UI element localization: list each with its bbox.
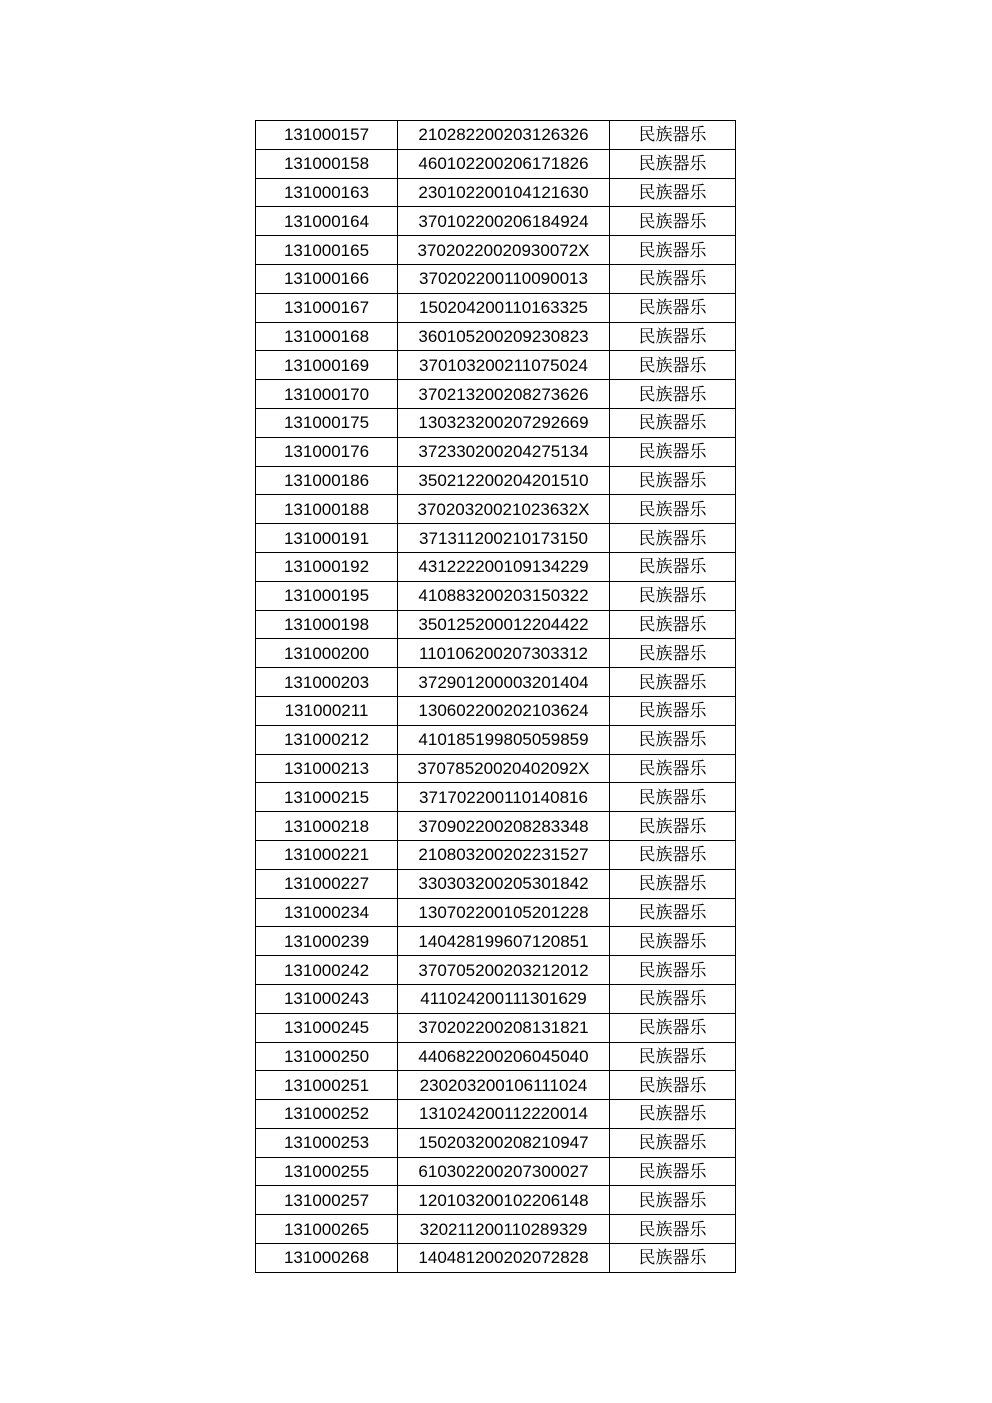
table-row	[256, 437, 736, 466]
exam-number-cell: 131000213	[256, 754, 398, 783]
id-number-cell: 370213200208273626	[398, 380, 610, 409]
category-cell: 民族器乐	[610, 351, 736, 380]
table-row	[256, 754, 736, 783]
category-cell: 民族器乐	[610, 927, 736, 956]
category-cell: 民族器乐	[610, 178, 736, 207]
table-row	[256, 1013, 736, 1042]
table-row	[256, 178, 736, 207]
exam-number-cell: 131000192	[256, 552, 398, 581]
table-row	[256, 236, 736, 265]
exam-number-cell: 131000163	[256, 178, 398, 207]
exam-number-cell: 131000169	[256, 351, 398, 380]
category-cell: 民族器乐	[610, 696, 736, 725]
table-row	[256, 1186, 736, 1215]
id-number-cell: 372901200003201404	[398, 668, 610, 697]
category-cell: 民族器乐	[610, 956, 736, 985]
exam-number-cell: 131000203	[256, 668, 398, 697]
id-number-cell: 610302200207300027	[398, 1157, 610, 1186]
category-cell: 民族器乐	[610, 1071, 736, 1100]
exam-number-cell: 131000253	[256, 1128, 398, 1157]
id-number-cell: 140481200202072828	[398, 1244, 610, 1273]
id-number-cell: 230203200106111024	[398, 1071, 610, 1100]
category-cell: 民族器乐	[610, 524, 736, 553]
id-number-cell: 410185199805059859	[398, 725, 610, 754]
table-row	[256, 495, 736, 524]
id-number-cell: 150203200208210947	[398, 1128, 610, 1157]
table-row	[256, 1100, 736, 1129]
table-row	[256, 812, 736, 841]
table-row	[256, 466, 736, 495]
id-number-cell: 130323200207292669	[398, 408, 610, 437]
category-cell: 民族器乐	[610, 869, 736, 898]
exam-number-cell: 131000198	[256, 610, 398, 639]
category-cell: 民族器乐	[610, 236, 736, 265]
table-body	[256, 121, 736, 1273]
candidate-table	[255, 120, 736, 1273]
category-cell: 民族器乐	[610, 783, 736, 812]
table-row	[256, 121, 736, 150]
exam-number-cell: 131000166	[256, 264, 398, 293]
exam-number-cell: 131000164	[256, 207, 398, 236]
table-row	[256, 639, 736, 668]
table-row	[256, 1215, 736, 1244]
table-row	[256, 725, 736, 754]
table-row	[256, 581, 736, 610]
category-cell: 民族器乐	[610, 380, 736, 409]
category-cell: 民族器乐	[610, 1215, 736, 1244]
category-cell: 民族器乐	[610, 1042, 736, 1071]
id-number-cell: 370102200206184924	[398, 207, 610, 236]
exam-number-cell: 131000255	[256, 1157, 398, 1186]
id-number-cell: 37020220020930072X	[398, 236, 610, 265]
exam-number-cell: 131000218	[256, 812, 398, 841]
exam-number-cell: 131000212	[256, 725, 398, 754]
id-number-cell: 370202200110090013	[398, 264, 610, 293]
category-cell: 民族器乐	[610, 495, 736, 524]
exam-number-cell: 131000265	[256, 1215, 398, 1244]
id-number-cell: 370705200203212012	[398, 956, 610, 985]
exam-number-cell: 131000215	[256, 783, 398, 812]
exam-number-cell: 131000239	[256, 927, 398, 956]
id-number-cell: 110106200207303312	[398, 639, 610, 668]
table-row	[256, 1071, 736, 1100]
table-row	[256, 610, 736, 639]
category-cell: 民族器乐	[610, 408, 736, 437]
table-row	[256, 1042, 736, 1071]
id-number-cell: 131024200112220014	[398, 1100, 610, 1129]
category-cell: 民族器乐	[610, 984, 736, 1013]
exam-number-cell: 131000200	[256, 639, 398, 668]
id-number-cell: 37020320021023632X	[398, 495, 610, 524]
table-row	[256, 322, 736, 351]
exam-number-cell: 131000252	[256, 1100, 398, 1129]
exam-number-cell: 131000195	[256, 581, 398, 610]
exam-number-cell: 131000242	[256, 956, 398, 985]
category-cell: 民族器乐	[610, 725, 736, 754]
category-cell: 民族器乐	[610, 466, 736, 495]
table-row	[256, 927, 736, 956]
id-number-cell: 350212200204201510	[398, 466, 610, 495]
table-row	[256, 293, 736, 322]
exam-number-cell: 131000188	[256, 495, 398, 524]
category-cell: 民族器乐	[610, 264, 736, 293]
table-row	[256, 840, 736, 869]
category-cell: 民族器乐	[610, 293, 736, 322]
category-cell: 民族器乐	[610, 1100, 736, 1129]
category-cell: 民族器乐	[610, 322, 736, 351]
exam-number-cell: 131000168	[256, 322, 398, 351]
id-number-cell: 130702200105201228	[398, 898, 610, 927]
exam-number-cell: 131000158	[256, 149, 398, 178]
table-row	[256, 264, 736, 293]
id-number-cell: 140428199607120851	[398, 927, 610, 956]
exam-number-cell: 131000245	[256, 1013, 398, 1042]
id-number-cell: 460102200206171826	[398, 149, 610, 178]
exam-number-cell: 131000227	[256, 869, 398, 898]
category-cell: 民族器乐	[610, 149, 736, 178]
id-number-cell: 320211200110289329	[398, 1215, 610, 1244]
id-number-cell: 370103200211075024	[398, 351, 610, 380]
table-row	[256, 1244, 736, 1273]
exam-number-cell: 131000251	[256, 1071, 398, 1100]
id-number-cell: 371311200210173150	[398, 524, 610, 553]
category-cell: 民族器乐	[610, 898, 736, 927]
exam-number-cell: 131000268	[256, 1244, 398, 1273]
category-cell: 民族器乐	[610, 1157, 736, 1186]
id-number-cell: 350125200012204422	[398, 610, 610, 639]
table-row	[256, 552, 736, 581]
category-cell: 民族器乐	[610, 207, 736, 236]
category-cell: 民族器乐	[610, 1128, 736, 1157]
id-number-cell: 370902200208283348	[398, 812, 610, 841]
category-cell: 民族器乐	[610, 121, 736, 150]
exam-number-cell: 131000186	[256, 466, 398, 495]
category-cell: 民族器乐	[610, 812, 736, 841]
exam-number-cell: 131000170	[256, 380, 398, 409]
category-cell: 民族器乐	[610, 639, 736, 668]
exam-number-cell: 131000191	[256, 524, 398, 553]
category-cell: 民族器乐	[610, 840, 736, 869]
id-number-cell: 360105200209230823	[398, 322, 610, 351]
table-row	[256, 408, 736, 437]
category-cell: 民族器乐	[610, 1244, 736, 1273]
table-row	[256, 351, 736, 380]
category-cell: 民族器乐	[610, 1013, 736, 1042]
table-row	[256, 696, 736, 725]
id-number-cell: 130602200202103624	[398, 696, 610, 725]
exam-number-cell: 131000211	[256, 696, 398, 725]
table-row	[256, 524, 736, 553]
id-number-cell: 431222200109134229	[398, 552, 610, 581]
exam-number-cell: 131000176	[256, 437, 398, 466]
exam-number-cell: 131000234	[256, 898, 398, 927]
category-cell: 民族器乐	[610, 552, 736, 581]
table-row	[256, 898, 736, 927]
exam-number-cell: 131000257	[256, 1186, 398, 1215]
exam-number-cell: 131000165	[256, 236, 398, 265]
id-number-cell: 120103200102206148	[398, 1186, 610, 1215]
table-row	[256, 207, 736, 236]
category-cell: 民族器乐	[610, 668, 736, 697]
id-number-cell: 371702200110140816	[398, 783, 610, 812]
exam-number-cell: 131000221	[256, 840, 398, 869]
exam-number-cell: 131000250	[256, 1042, 398, 1071]
table-row	[256, 149, 736, 178]
category-cell: 民族器乐	[610, 1186, 736, 1215]
id-number-cell: 210803200202231527	[398, 840, 610, 869]
id-number-cell: 37078520020402092X	[398, 754, 610, 783]
id-number-cell: 410883200203150322	[398, 581, 610, 610]
id-number-cell: 411024200111301629	[398, 984, 610, 1013]
table-row	[256, 380, 736, 409]
table-row	[256, 956, 736, 985]
table-row	[256, 783, 736, 812]
category-cell: 民族器乐	[610, 581, 736, 610]
id-number-cell: 370202200208131821	[398, 1013, 610, 1042]
category-cell: 民族器乐	[610, 754, 736, 783]
id-number-cell: 372330200204275134	[398, 437, 610, 466]
id-number-cell: 230102200104121630	[398, 178, 610, 207]
category-cell: 民族器乐	[610, 610, 736, 639]
id-number-cell: 440682200206045040	[398, 1042, 610, 1071]
exam-number-cell: 131000167	[256, 293, 398, 322]
table-row	[256, 984, 736, 1013]
table-row	[256, 869, 736, 898]
id-number-cell: 210282200203126326	[398, 121, 610, 150]
exam-number-cell: 131000243	[256, 984, 398, 1013]
category-cell: 民族器乐	[610, 437, 736, 466]
table-row	[256, 668, 736, 697]
id-number-cell: 330303200205301842	[398, 869, 610, 898]
exam-number-cell: 131000175	[256, 408, 398, 437]
table-row	[256, 1157, 736, 1186]
table-row	[256, 1128, 736, 1157]
exam-number-cell: 131000157	[256, 121, 398, 150]
id-number-cell: 150204200110163325	[398, 293, 610, 322]
